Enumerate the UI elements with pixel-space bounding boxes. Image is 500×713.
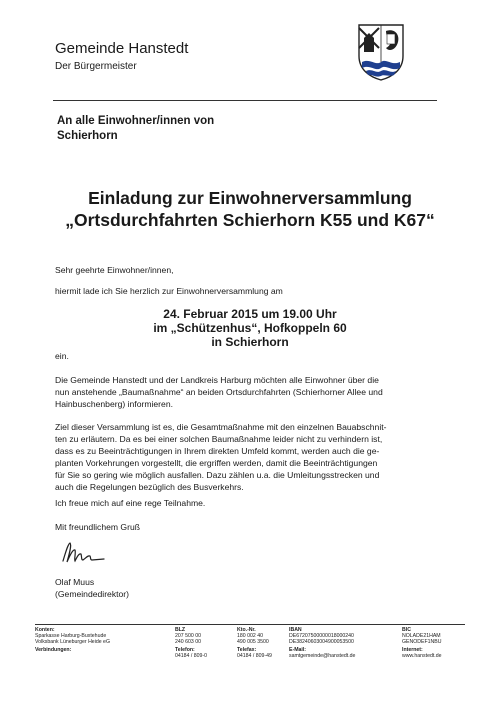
footer-label: Telefon: <box>175 647 195 653</box>
footer-label: Konten: <box>35 627 55 633</box>
footer-label: Kto.-Nr. <box>237 627 256 633</box>
footer-value: 240 603 00 <box>175 639 201 645</box>
footer-value: Sparkasse Harburg-Buxtehude <box>35 633 107 639</box>
office-title: Der Bürgermeister <box>55 61 137 72</box>
footer-email[interactable]: samtgemeinde@hanstedt.de <box>289 653 356 659</box>
paragraph-line: dass es zu Beeinträchtigungen in Ihrem direkten Umfeld kommt, werden auch die ge- <box>55 446 380 456</box>
footer-label: Internet: <box>402 647 423 653</box>
closing-greeting: Mit freundlichem Gruß <box>55 522 141 532</box>
footer-col-konten <box>35 627 110 653</box>
recipient-line: Schierhorn <box>57 130 118 142</box>
paragraph-intro <box>55 374 445 410</box>
event-location: in Schierhorn <box>211 335 289 349</box>
footer-col-ktonr <box>237 627 272 659</box>
footer-value: 180 002 40 <box>237 633 263 639</box>
signature-icon <box>60 541 106 565</box>
coat-of-arms-icon <box>356 22 406 82</box>
footer-col-blz <box>175 627 207 659</box>
paragraph-closing: Ich freue mich auf eine rege Teilnahme. <box>55 498 206 508</box>
footer-value: 490 005 3500 <box>237 639 269 645</box>
footer-website[interactable]: www.hanstedt.de <box>402 653 442 659</box>
footer-col-iban <box>289 627 355 659</box>
paragraph-line: Hainbuschenberg) informieren. <box>55 399 173 409</box>
footer-label: IBAN <box>289 627 302 633</box>
invite-line: hiermit lade ich Sie herzlich zur Einwohnerversammlung am <box>55 286 283 296</box>
document-subtitle: „Ortsdurchfahrten Schierhorn K55 und K67“ <box>65 210 435 230</box>
paragraph-line: auch die Regelungen bezüglich des Busverkehrs. <box>55 482 244 492</box>
paragraph-line: nun anstehende „Baumaßnahme“ an beiden Ortsdurchfahrten (Schierhorner Allee und <box>55 387 383 397</box>
event-venue: im „Schützenhus“, Hofkoppeln 60 <box>153 321 347 335</box>
footer-col-bic <box>402 627 442 659</box>
footer-label: E-Mail: <box>289 647 307 653</box>
footer-value: DE38240603004900053500 <box>289 639 354 645</box>
footer-value: Volksbank Lüneburger Heide eG <box>35 639 110 645</box>
paragraph-line: Die Gemeinde Hanstedt und der Landkreis Harburg möchten alle Einwohner über die <box>55 375 379 385</box>
organization-name: Gemeinde Hanstedt <box>55 40 189 57</box>
paragraph-line: ten zu erläutern. Da es bei einer solchen Baumaßnahme leider nicht zu verhindern ist, <box>55 434 383 444</box>
signer-name: Olaf Muus <box>55 577 95 587</box>
footer-value: 04184 / 809-0 <box>175 653 208 659</box>
document-title: Einladung zur Einwohnerversammlung <box>88 188 412 208</box>
paragraph-line: für Sie so gering wie möglich ausfallen. Dazu zählen u.a. die Umleitungsstrecken und <box>55 470 380 480</box>
footer-divider <box>35 624 465 625</box>
recipient-line: An alle Einwohner/innen von <box>57 115 215 127</box>
signer-role: (Gemeindedirektor) <box>55 589 130 599</box>
recipient-block <box>57 114 214 144</box>
footer-value: NOLADE21HAM <box>402 633 441 639</box>
event-details <box>0 307 500 349</box>
footer-label: Telefax: <box>237 647 257 653</box>
footer-label: BIC <box>402 627 411 633</box>
invite-end: ein. <box>55 351 69 361</box>
footer-value: 04184 / 809-49 <box>237 653 272 659</box>
header-divider <box>53 100 437 101</box>
footer-value: DE67207500000018000240 <box>289 633 354 639</box>
footer-value: 207 500 00 <box>175 633 201 639</box>
event-date: 24. Februar 2015 um 19.00 Uhr <box>163 307 337 321</box>
paragraph-purpose <box>55 421 445 493</box>
salutation: Sehr geehrte Einwohner/innen, <box>55 265 174 275</box>
footer-value: GENODEF1NBU <box>402 639 442 645</box>
footer-label: Verbindungen: <box>35 647 72 653</box>
paragraph-line: planten Vorkehrungen vorgestellt, die ergriffen werden, damit die Beeinträchtigungen <box>55 458 378 468</box>
footer-label: BLZ <box>175 627 186 633</box>
paragraph-line: Ziel dieser Versammlung ist es, die Gesamtmaßnahme mit den einzelnen Bauabschnit- <box>55 422 387 432</box>
